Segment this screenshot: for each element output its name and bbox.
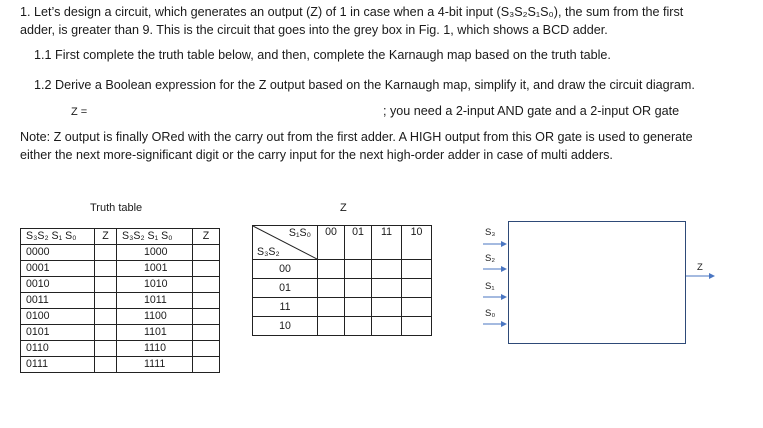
z-cell-empty[interactable]	[95, 293, 117, 309]
z-cell-empty[interactable]	[193, 277, 220, 293]
z-cell-empty[interactable]	[193, 261, 220, 277]
kmap-col-label: 01	[345, 226, 372, 260]
kmap-cell-empty[interactable]	[345, 279, 372, 298]
note-line1: Note: Z output is finally ORed with the carry out from the first adder. A HIGH output from this OR gate is used to generate	[20, 130, 693, 144]
input-cell: 0000	[21, 245, 95, 261]
truth-table-header-row	[21, 229, 220, 245]
z-cell-empty[interactable]	[95, 245, 117, 261]
header-input-right: S₃S₂ S₁ S₀	[117, 229, 193, 245]
kmap-row-variable: S₃S₂	[257, 246, 280, 258]
kmap-row	[253, 317, 432, 336]
z-expression-label: Z =	[71, 106, 88, 118]
z-cell-empty[interactable]	[193, 357, 220, 373]
header-input-left: S₃S₂ S₁ S₀	[21, 229, 95, 245]
input-cell: 1110	[117, 341, 193, 357]
input-cell: 0001	[21, 261, 95, 277]
input-label-s1: S₁	[485, 281, 495, 292]
z-cell-empty[interactable]	[193, 293, 220, 309]
z-cell-empty[interactable]	[193, 341, 220, 357]
input-cell: 0101	[21, 325, 95, 341]
table-row	[21, 309, 220, 325]
kmap-corner-cell	[253, 226, 318, 260]
z-cell-empty[interactable]	[193, 245, 220, 261]
input-cell: 1111	[117, 357, 193, 373]
input-cell: 0110	[21, 341, 95, 357]
kmap-col-label: 11	[372, 226, 402, 260]
input-cell: 0010	[21, 277, 95, 293]
kmap-col-variable: S₁S₀	[288, 227, 311, 239]
kmap-cell-empty[interactable]	[345, 317, 372, 336]
z-cell-empty[interactable]	[95, 357, 117, 373]
kmap-cell-empty[interactable]	[372, 298, 402, 317]
kmap-cell-empty[interactable]	[402, 317, 432, 336]
input-cell: 1011	[117, 293, 193, 309]
table-row	[21, 325, 220, 341]
table-row	[21, 261, 220, 277]
kmap-cell-empty[interactable]	[318, 279, 345, 298]
z-cell-empty[interactable]	[193, 309, 220, 325]
problem-statement-line2: adder, is greater than 9. This is the circuit that goes into the grey box in Fig. 1, which shows a BCD adder.	[20, 23, 608, 37]
input-cell: 1000	[117, 245, 193, 261]
table-row	[21, 341, 220, 357]
z-cell-empty[interactable]	[193, 325, 220, 341]
kmap-row	[253, 279, 432, 298]
input-cell: 0011	[21, 293, 95, 309]
kmap-cell-empty[interactable]	[402, 260, 432, 279]
input-cell: 1010	[117, 277, 193, 293]
input-label-s2: S₂	[485, 253, 496, 264]
z-cell-empty[interactable]	[95, 341, 117, 357]
input-cell: 0100	[21, 309, 95, 325]
circuit-box	[508, 221, 686, 344]
step-2-instruction: 1.2 Derive a Boolean expression for the Z output based on the Karnaugh map, simplify it, and draw the circuit diagram.	[34, 78, 695, 92]
kmap-cell-empty[interactable]	[318, 317, 345, 336]
kmap-cell-empty[interactable]	[345, 298, 372, 317]
kmap-cell-empty[interactable]	[372, 317, 402, 336]
output-label-z: Z	[697, 262, 703, 273]
kmap-col-label: 00	[318, 226, 345, 260]
input-cell: 1100	[117, 309, 193, 325]
input-cell: 0111	[21, 357, 95, 373]
kmap-row-label: 00	[253, 260, 318, 279]
kmap-col-label: 10	[402, 226, 432, 260]
note-line2: either the next more-significant digit or the carry input for the next high-order adder in case of multi adders.	[20, 148, 613, 162]
kmap-row-label: 01	[253, 279, 318, 298]
table-row	[21, 357, 220, 373]
table-row	[21, 245, 220, 261]
z-cell-empty[interactable]	[95, 325, 117, 341]
kmap-cell-empty[interactable]	[372, 279, 402, 298]
kmap-row-label: 11	[253, 298, 318, 317]
input-cell: 1001	[117, 261, 193, 277]
kmap-cell-empty[interactable]	[402, 298, 432, 317]
header-output-right: Z	[193, 229, 220, 245]
kmap-cell-empty[interactable]	[372, 260, 402, 279]
table-row	[21, 293, 220, 309]
kmap-cell-empty[interactable]	[345, 260, 372, 279]
kmap-cell-empty[interactable]	[318, 298, 345, 317]
input-cell: 1101	[117, 325, 193, 341]
z-cell-empty[interactable]	[95, 277, 117, 293]
problem-statement-line1: 1. Let’s design a circuit, which generates an output (Z) of 1 in case when a 4-bit input (S₃S₂S₁S₀), the sum from the first	[20, 5, 684, 19]
input-label-s0: S₀	[485, 308, 496, 319]
truth-table	[20, 228, 220, 373]
table-row	[21, 277, 220, 293]
kmap-cell-empty[interactable]	[402, 279, 432, 298]
kmap-cell-empty[interactable]	[318, 260, 345, 279]
z-cell-empty[interactable]	[95, 261, 117, 277]
header-output-left: Z	[95, 229, 117, 245]
kmap-row	[253, 298, 432, 317]
karnaugh-map	[252, 225, 432, 336]
kmap-header-row	[253, 226, 432, 241]
z-expression-hint: ; you need a 2-input AND gate and a 2-input OR gate	[383, 104, 680, 118]
z-cell-empty[interactable]	[95, 309, 117, 325]
kmap-title: Z	[340, 202, 347, 214]
step-1-instruction: 1.1 First complete the truth table below, and then, complete the Karnaugh map based on the truth table.	[34, 48, 611, 62]
truth-table-title: Truth table	[90, 202, 143, 214]
input-label-s3: S₃	[485, 227, 496, 238]
kmap-row	[253, 260, 432, 279]
kmap-row-label: 10	[253, 317, 318, 336]
